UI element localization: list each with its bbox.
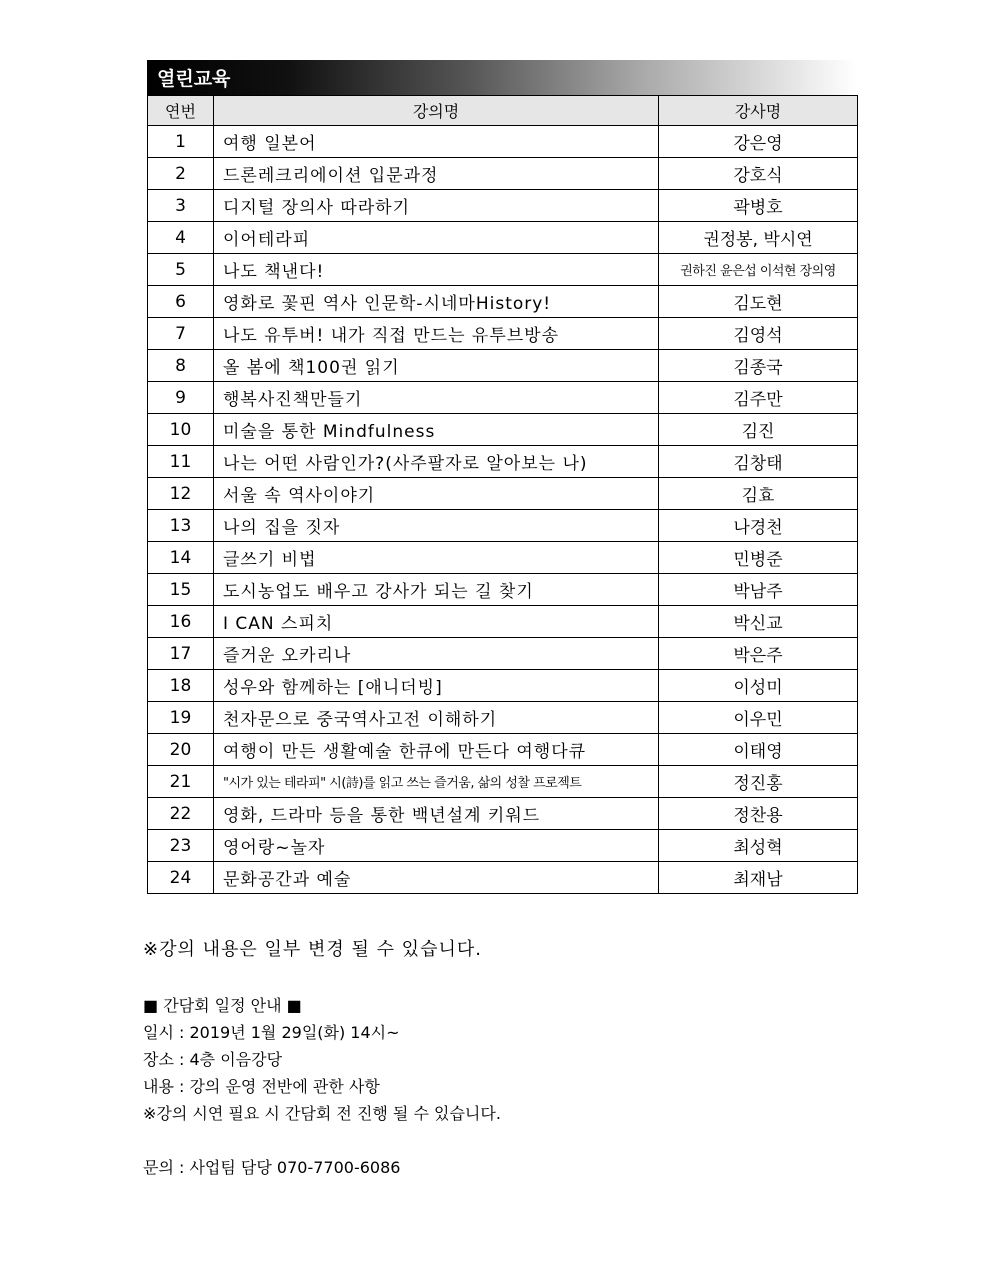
table-row [148,670,858,702]
lecture-title: 올 봄에 책100권 읽기 [214,350,659,382]
table-row [148,254,858,286]
lecture-title: 도시농업도 배우고 강사가 되는 길 찾기 [214,574,659,606]
lecture-title: 영화로 꽃핀 역사 인문학-시네마History! [214,286,659,318]
table-row [148,222,858,254]
row-number: 14 [148,542,214,574]
instructor-name: 강은영 [659,126,858,158]
instructor-name: 김창태 [659,446,858,478]
row-number: 20 [148,734,214,766]
row-number: 21 [148,766,214,798]
table-row [148,414,858,446]
instructor-name: 최재남 [659,862,858,894]
table-row [148,542,858,574]
table-row [148,734,858,766]
lecture-title: 나의 집을 짓자 [214,510,659,542]
row-number: 10 [148,414,214,446]
lecture-title: 미술을 통한 Mindfulness [214,414,659,446]
table-row [148,350,858,382]
header-instructor: 강사명 [659,96,858,126]
row-number: 13 [148,510,214,542]
instructor-name: 정진홍 [659,766,858,798]
lecture-title: 나도 유투버! 내가 직접 만드는 유투브방송 [214,318,659,350]
meeting-title: ■ 간담회 일정 안내 ■ [143,996,302,1015]
table-row [148,798,858,830]
table-row [148,478,858,510]
table-row [148,190,858,222]
table-row [148,318,858,350]
row-number: 5 [148,254,214,286]
change-notice: ※강의 내용은 일부 변경 될 수 있습니다. [143,939,482,960]
lecture-title: 이어테라피 [214,222,659,254]
instructor-name: 박남주 [659,574,858,606]
table-row [148,606,858,638]
lecture-title: 여행이 만든 생활예술 한큐에 만든다 여행다큐 [214,734,659,766]
table-row [148,510,858,542]
section-header [147,60,857,95]
table-row [148,446,858,478]
meeting-note: ※강의 시연 필요 시 간담회 전 진행 될 수 있습니다. [143,1104,501,1123]
row-number: 24 [148,862,214,894]
instructor-name: 이우민 [659,702,858,734]
instructor-name: 정찬용 [659,798,858,830]
row-number: 23 [148,830,214,862]
instructor-name: 김영석 [659,318,858,350]
section-title: 열린교육 [157,68,231,90]
table-row [148,766,858,798]
lecture-title: 서울 속 역사이야기 [214,478,659,510]
meeting-place: 장소 : 4층 이음강당 [143,1050,283,1069]
table-row [148,702,858,734]
lecture-title: 영화, 드라마 등을 통한 백년설계 키워드 [214,798,659,830]
lecture-title: 드론레크리에이션 입문과정 [214,158,659,190]
row-number: 8 [148,350,214,382]
row-number: 15 [148,574,214,606]
lecture-title: I CAN 스피치 [214,606,659,638]
lecture-title: 디지털 장의사 따라하기 [214,190,659,222]
header-number: 연번 [148,96,214,126]
instructor-name: 박은주 [659,638,858,670]
lecture-title: 여행 일본어 [214,126,659,158]
header-lecture-title: 강의명 [214,96,659,126]
table-row [148,862,858,894]
row-number: 9 [148,382,214,414]
meeting-content: 내용 : 강의 운영 전반에 관한 사항 [143,1077,380,1096]
lecture-title: "시가 있는 테라피" 시(詩)를 읽고 쓰는 즐거움, 삶의 성찰 프로젝트 [214,766,659,798]
lecture-title: 성우와 함께하는 [애니더빙] [214,670,659,702]
row-number: 4 [148,222,214,254]
row-number: 6 [148,286,214,318]
lecture-title: 행복사진책만들기 [214,382,659,414]
instructor-name: 이성미 [659,670,858,702]
row-number: 2 [148,158,214,190]
lecture-title: 천자문으로 중국역사고전 이해하기 [214,702,659,734]
meeting-date: 일시 : 2019년 1월 29일(화) 14시~ [143,1023,400,1042]
table-row [148,126,858,158]
instructor-name: 민병준 [659,542,858,574]
lecture-table [147,95,858,894]
lecture-title: 문화공간과 예술 [214,862,659,894]
table-row [148,158,858,190]
instructor-name: 김종국 [659,350,858,382]
table-row [148,286,858,318]
instructor-name: 이태영 [659,734,858,766]
instructor-name: 김진 [659,414,858,446]
instructor-name: 김주만 [659,382,858,414]
instructor-name: 최성혁 [659,830,858,862]
row-number: 18 [148,670,214,702]
lecture-title: 나는 어떤 사람인가?(사주팔자로 알아보는 나) [214,446,659,478]
row-number: 12 [148,478,214,510]
row-number: 16 [148,606,214,638]
row-number: 7 [148,318,214,350]
contact-info: 문의 : 사업팀 담당 070-7700-6086 [143,1158,401,1177]
instructor-name: 김도현 [659,286,858,318]
lecture-title: 글쓰기 비법 [214,542,659,574]
row-number: 1 [148,126,214,158]
instructor-name: 김효 [659,478,858,510]
row-number: 22 [148,798,214,830]
instructor-name: 박신교 [659,606,858,638]
table-row [148,574,858,606]
table-row [148,830,858,862]
row-number: 17 [148,638,214,670]
instructor-name: 권정봉, 박시연 [659,222,858,254]
row-number: 19 [148,702,214,734]
table-header-row [148,96,858,126]
row-number: 3 [148,190,214,222]
lecture-title: 영어랑~놀자 [214,830,659,862]
table-row [148,638,858,670]
table-row [148,382,858,414]
instructor-name: 나경천 [659,510,858,542]
row-number: 11 [148,446,214,478]
instructor-name: 강호식 [659,158,858,190]
lecture-title: 나도 책낸다! [214,254,659,286]
instructor-name: 권하진 윤은섭 이석현 장의영 [659,254,858,286]
lecture-title: 즐거운 오카리나 [214,638,659,670]
instructor-name: 곽병호 [659,190,858,222]
